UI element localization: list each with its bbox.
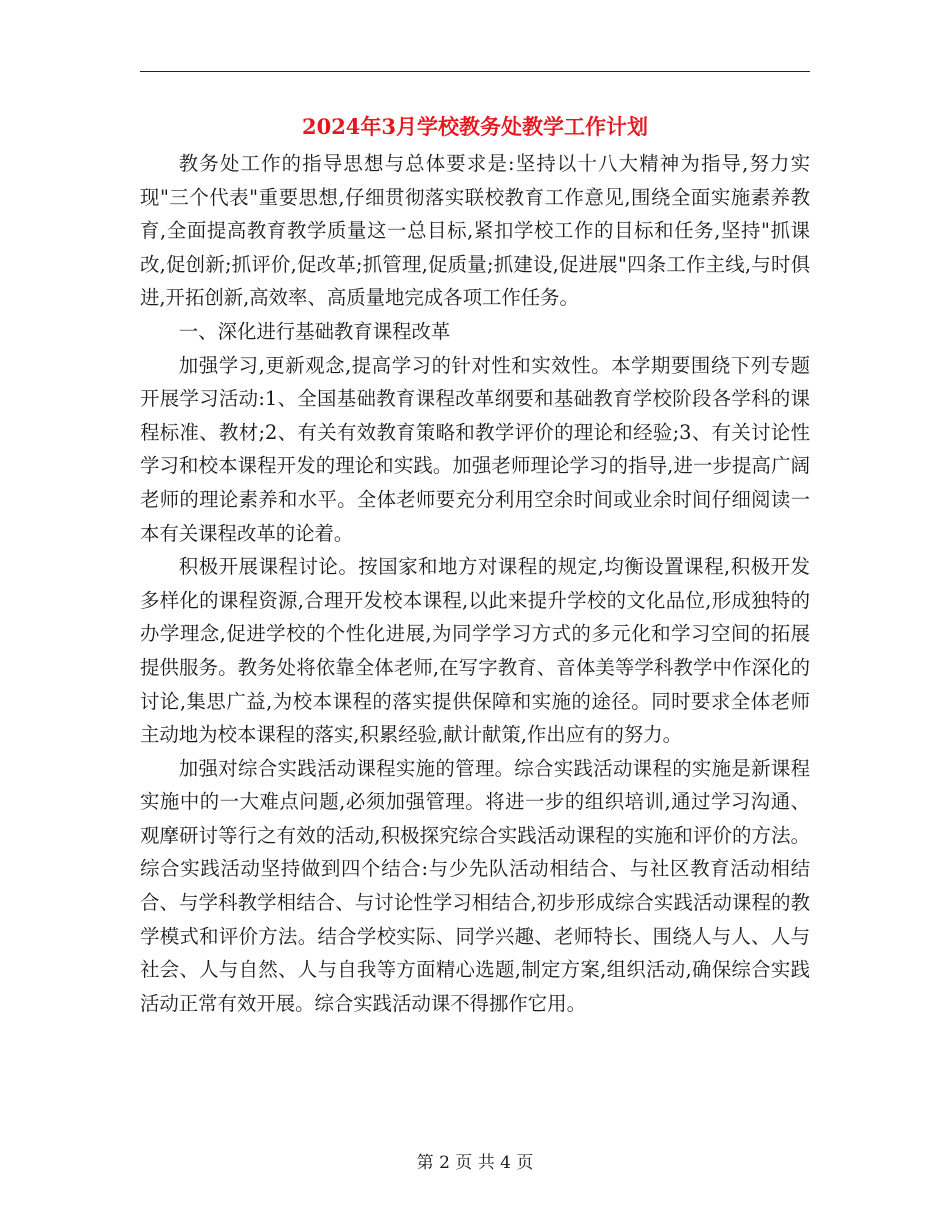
header-rule — [140, 71, 810, 72]
document-body — [140, 147, 810, 1020]
paragraph-guiding-principles: 教务处工作的指导思想与总体要求是:坚持以十八大精神为指导,努力实现"三个代表"重要思想,仔细贯彻落实联校教育工作意见,围绕全面实施素养教育,全面提高教育教学质量这一总目标,紧扣学校工作的目标和任务,坚持"抓课改,促创新;抓评价,促改革;抓管理,促质量;抓建设,促进展"四条工作主线,与时俱进,开拓创新,高效率、高质量地完成各项工作任务。 — [140, 152, 810, 310]
paragraph-practice-activities: 加强对综合实践活动课程实施的管理。综合实践活动课程的实施是新课程实施中的一大难点问题,必须加强管理。将进一步的组织培训,通过学习沟通、观摩研讨等行之有效的活动,积极探究综合实践活动课程的实施和评价的方法。综合实践活动坚持做到四个结合:与少先队活动相结合、与社区教育活动相结合、与学科教学相结合、与讨论性学习相结合,初步形成综合实践活动课程的教学模式和评价方法。结合学校实际、同学兴趣、老师特长、围绕人与人、人与社会、人与自然、人与自我等方面精心选题,制定方案,组织活动,确保综合实践活动正常有效开展。综合实践活动课不得挪作它用。 — [140, 756, 810, 1015]
paragraph-strengthen-learning: 加强学习,更新观念,提高学习的针对性和实效性。本学期要围绕下列专题开展学习活动:1、全国基础教育课程改革纲要和基础教育学校阶段各学科的课程标准、教材;2、有关有效教育策略和教学评价的理论和经验;3、有关讨论性学习和校本课程开发的理论和实践。加强老师理论学习的指导,进一步提高广阔老师的理论素养和水平。全体老师要充分利用空余时间或业余时间仔细阅读一本有关课程改革的论着。 — [140, 353, 810, 545]
document-title: 2024年3月学校教务处教学工作计划 — [301, 114, 649, 139]
paragraph-curriculum-discussion: 积极开展课程讨论。按国家和地方对课程的规定,均衡设置课程,积极开发多样化的课程资源,合理开发校本课程,以此来提升学校的文化品位,形成独特的办学理念,促进学校的个性化进展,为同学学习方式的多元化和学习空间的拓展提供服务。教务处将依靠全体老师,在写字教育、音体美等学科教学中作深化的讨论,集思广益,为校本课程的落实提供保障和实施的途径。同时要求全体老师主动地为校本课程的落实,积累经验,献计献策,作出应有的努力。 — [140, 555, 810, 747]
page-number: 第 2 页 共 4 页 — [416, 1153, 534, 1173]
section-heading-curriculum-reform: 一、深化进行基础教育课程改革 — [178, 319, 451, 343]
